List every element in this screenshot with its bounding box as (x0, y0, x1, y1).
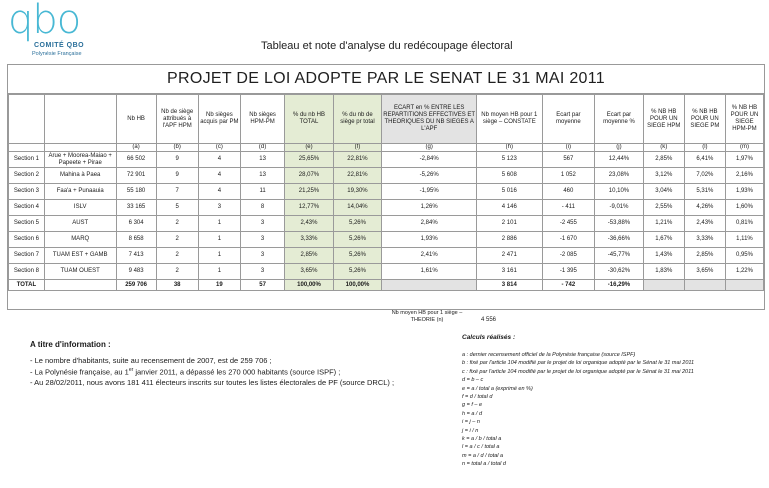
value-cell: 2,85% (684, 248, 725, 264)
value-cell: 3 (240, 216, 284, 232)
value-cell: 13 (240, 152, 284, 168)
calc-line: e = a / total a (exprimé en %) (462, 385, 533, 392)
header-cell: % NB HB POUR UN SIEGE PM (684, 95, 725, 144)
value-cell: -9,01% (595, 200, 644, 216)
value-cell: 55 180 (116, 184, 156, 200)
value-cell: 1,21% (643, 216, 684, 232)
code-cell: (j) (595, 144, 644, 152)
value-cell: 5 123 (477, 152, 542, 168)
value-cell: 3 (240, 232, 284, 248)
calc-line: d = b – c (462, 377, 484, 384)
value-cell: 4 146 (477, 200, 542, 216)
value-cell: 1,93% (382, 232, 477, 248)
section-cell: Section 8 (9, 264, 45, 280)
header-cell: Nb sièges HPM-PM (240, 95, 284, 144)
value-cell: 23,08% (595, 168, 644, 184)
table-banner: PROJET DE LOI ADOPTE PAR LE SENAT LE 31 MAI 2011 (8, 65, 764, 94)
value-cell: 2 101 (477, 216, 542, 232)
calc-line: n = total a / total d (462, 461, 506, 468)
theory-label: Nb moyen HB pour 1 siège – THEORIE (n) (391, 310, 463, 323)
calc-line: g = f – e (462, 402, 483, 409)
value-cell: 10,10% (595, 184, 644, 200)
value-cell: 567 (542, 152, 595, 168)
value-cell: 1 (198, 216, 240, 232)
district-cell: Arue + Moorea-Maiao + Papeete + Pirae (44, 152, 116, 168)
code-cell: (f) (333, 144, 382, 152)
code-cell: (m) (725, 144, 763, 152)
value-cell: 33 165 (116, 200, 156, 216)
total-cell (643, 280, 684, 291)
value-cell: 5,26% (333, 264, 382, 280)
header-cell (44, 95, 116, 144)
code-cell: (a) (116, 144, 156, 152)
value-cell: 2,85% (285, 248, 334, 264)
total-cell: TOTAL (9, 280, 45, 291)
logo-letters: qbo (8, 0, 81, 43)
theory-value: 4 556 (481, 317, 497, 323)
code-cell: (l) (684, 144, 725, 152)
value-cell: 1,97% (725, 152, 763, 168)
value-cell: -1 670 (542, 232, 595, 248)
value-cell: 66 502 (116, 152, 156, 168)
total-cell: -16,29% (595, 280, 644, 291)
calc-line: f = d / total d (462, 394, 493, 400)
header-cell (9, 95, 45, 144)
value-cell: 3,12% (643, 168, 684, 184)
value-cell: 5,31% (684, 184, 725, 200)
code-cell: (c) (198, 144, 240, 152)
total-cell (44, 280, 116, 291)
qbo-logo (8, 0, 100, 60)
value-cell: 0,95% (725, 248, 763, 264)
calc-line: b : fixé par l'article 104 modifié par le projet de loi organique adopté par le Sénat le 31 mai 2011 (462, 360, 695, 367)
total-cell: - 742 (542, 280, 595, 291)
value-cell: 4 (198, 168, 240, 184)
value-cell: 5,26% (333, 248, 382, 264)
value-cell: 1,93% (725, 184, 763, 200)
total-cell: 57 (240, 280, 284, 291)
value-cell: 3 (240, 264, 284, 280)
value-cell: 1,22% (725, 264, 763, 280)
section-cell: Section 7 (9, 248, 45, 264)
value-cell: 1,43% (643, 248, 684, 264)
value-cell: 3,65% (285, 264, 334, 280)
value-cell: 7 (156, 184, 198, 200)
value-cell: 5,26% (333, 232, 382, 248)
header-cell: Nb sièges acquis par PM (198, 95, 240, 144)
value-cell: 22,81% (333, 168, 382, 184)
value-cell: 21,25% (285, 184, 334, 200)
value-cell: 9 (156, 168, 198, 184)
total-cell: 259 706 (116, 280, 156, 291)
value-cell: 14,04% (333, 200, 382, 216)
code-cell: (d) (240, 144, 284, 152)
district-cell: ISLV (44, 200, 116, 216)
total-cell (684, 280, 725, 291)
code-cell (44, 144, 116, 152)
value-cell: -45,77% (595, 248, 644, 264)
value-cell: 11 (240, 184, 284, 200)
code-cell: (e) (285, 144, 334, 152)
value-cell: 3,33% (285, 232, 334, 248)
value-cell: 1,60% (725, 200, 763, 216)
total-cell: 100,00% (333, 280, 382, 291)
seat-distribution-table (8, 94, 764, 291)
value-cell: 0,81% (725, 216, 763, 232)
value-cell: 2 (156, 232, 198, 248)
value-cell: 2,43% (285, 216, 334, 232)
calc-line: m = a / d / total a (462, 452, 504, 459)
table-row (9, 168, 764, 184)
section-cell: Section 6 (9, 232, 45, 248)
value-cell: 72 901 (116, 168, 156, 184)
value-cell: 5 016 (477, 184, 542, 200)
code-cell: (b) (156, 144, 198, 152)
header-cell: Ecart par moyenne % (595, 95, 644, 144)
value-cell: 1,11% (725, 232, 763, 248)
district-cell: Faa'a + Punaauia (44, 184, 116, 200)
value-cell: 1,26% (382, 200, 477, 216)
value-cell: 1 (198, 264, 240, 280)
header-cell: Nb de siège attribués à l'APF HPM (156, 95, 198, 144)
value-cell: 460 (542, 184, 595, 200)
logo-tagline: Polynésie Française (32, 51, 82, 57)
value-cell: 2,43% (684, 216, 725, 232)
info-line-2: - La Polynésie française, au 1er janvier 2011, a dépassé les 270 000 habitants (source ISPF) ; (30, 367, 341, 377)
calc-title: Calculs réalisés : (462, 334, 516, 341)
table-row (9, 200, 764, 216)
total-cell (725, 280, 763, 291)
table-row (9, 264, 764, 280)
value-cell: 12,77% (285, 200, 334, 216)
value-cell: 3,04% (643, 184, 684, 200)
value-cell: 1,61% (382, 264, 477, 280)
value-cell: 3,65% (684, 264, 725, 280)
value-cell: 19,30% (333, 184, 382, 200)
calc-line: k = a / b / total a (462, 436, 502, 442)
header-cell: % du nb HB TOTAL (285, 95, 334, 144)
value-cell: 1,83% (643, 264, 684, 280)
code-cell (9, 144, 45, 152)
value-cell: 9 483 (116, 264, 156, 280)
value-cell: 1 (198, 248, 240, 264)
value-cell: 9 (156, 152, 198, 168)
section-cell: Section 1 (9, 152, 45, 168)
value-cell: 2 471 (477, 248, 542, 264)
code-cell: (h) (477, 144, 542, 152)
value-cell: 7 413 (116, 248, 156, 264)
value-cell: 5,26% (333, 216, 382, 232)
value-cell: 3 161 (477, 264, 542, 280)
header-cell: Ecart par moyenne (542, 95, 595, 144)
value-cell: 5 608 (477, 168, 542, 184)
value-cell: 12,44% (595, 152, 644, 168)
calc-line: a : dernier recensement officiel de la Polynésie française (source ISPF) (462, 352, 636, 358)
value-cell: 4 (198, 152, 240, 168)
value-cell: 3 (198, 200, 240, 216)
table-row (9, 184, 764, 200)
section-cell: Section 3 (9, 184, 45, 200)
header-cell: Nb moyen HB pour 1 siège – CONSTATE (477, 95, 542, 144)
header-cell: % NB HB POUR UN SIEGE HPM (643, 95, 684, 144)
table-row (9, 216, 764, 232)
header-cell: ECART en % ENTRE LES REPARTITIONS EFFECTIVES ET THEORIQUES DU NB SIEGES A L'APF (382, 95, 477, 144)
total-cell (382, 280, 477, 291)
value-cell: -5,26% (382, 168, 477, 184)
value-cell: 2,84% (382, 216, 477, 232)
value-cell: 2,85% (643, 152, 684, 168)
value-cell: 2,41% (382, 248, 477, 264)
value-cell: 1 (198, 232, 240, 248)
total-cell: 100,00% (285, 280, 334, 291)
value-cell: -36,66% (595, 232, 644, 248)
value-cell: 7,02% (684, 168, 725, 184)
value-cell: 6 304 (116, 216, 156, 232)
header-cell: % du nb de siège pr total (333, 95, 382, 144)
value-cell: - 411 (542, 200, 595, 216)
value-cell: -2,84% (382, 152, 477, 168)
value-cell: 22,81% (333, 152, 382, 168)
value-cell: -1,95% (382, 184, 477, 200)
total-cell: 38 (156, 280, 198, 291)
table-row (9, 248, 764, 264)
district-cell: TUAM OUEST (44, 264, 116, 280)
value-cell: 5 (156, 200, 198, 216)
code-cell: (g) (382, 144, 477, 152)
info-title: A titre d'information : (30, 340, 111, 349)
value-cell: 4,26% (684, 200, 725, 216)
value-cell: 3,33% (684, 232, 725, 248)
section-cell: Section 4 (9, 200, 45, 216)
value-cell: 1,67% (643, 232, 684, 248)
value-cell: 2,16% (725, 168, 763, 184)
table-row (9, 152, 764, 168)
value-cell: 2 (156, 248, 198, 264)
value-cell: 8 (240, 200, 284, 216)
value-cell: 1 052 (542, 168, 595, 184)
code-cell: (i) (542, 144, 595, 152)
value-cell: 8 658 (116, 232, 156, 248)
value-cell: 2 886 (477, 232, 542, 248)
value-cell: -30,62% (595, 264, 644, 280)
value-cell: -1 395 (542, 264, 595, 280)
value-cell: 2 (156, 264, 198, 280)
total-row (9, 280, 764, 291)
value-cell: 4 (198, 184, 240, 200)
value-cell: 2 (156, 216, 198, 232)
district-cell: Mahina à Paea (44, 168, 116, 184)
value-cell: -53,88% (595, 216, 644, 232)
calc-line: h = a / d (462, 410, 483, 417)
section-cell: Section 2 (9, 168, 45, 184)
calc-line: c : fixé par l'article 104 modifié par le projet de loi organique adopté par le Sénat le 31 mai 2011 (462, 368, 694, 375)
info-line-3: - Au 28/02/2011, nous avons 181 411 électeurs inscrits sur toutes les listes électorales de PF (source DRCL) ; (30, 378, 395, 387)
district-cell: MARQ (44, 232, 116, 248)
document-title: Tableau et note d'analyse du redécoupage électoral (261, 40, 513, 52)
calc-line: j = i / n (462, 427, 479, 434)
logo-name: COMITÉ QBO (34, 42, 85, 49)
code-cell: (k) (643, 144, 684, 152)
header-cell: Nb HB (116, 95, 156, 144)
calc-line: i = j – n (462, 419, 480, 426)
value-cell: 2,55% (643, 200, 684, 216)
value-cell: 25,65% (285, 152, 334, 168)
value-cell: -2 085 (542, 248, 595, 264)
value-cell: 13 (240, 168, 284, 184)
value-cell: 28,07% (285, 168, 334, 184)
value-cell: 3 (240, 248, 284, 264)
section-cell: Section 5 (9, 216, 45, 232)
info-line-1: - Le nombre d'habitants, suite au recensement de 2007, est de 259 706 ; (30, 356, 272, 365)
total-cell: 19 (198, 280, 240, 291)
value-cell: 6,41% (684, 152, 725, 168)
district-cell: AUST (44, 216, 116, 232)
value-cell: -2 455 (542, 216, 595, 232)
total-cell: 3 814 (477, 280, 542, 291)
calc-line: l = a / c / total a (462, 444, 500, 451)
table-row (9, 232, 764, 248)
header-cell: % NB HB POUR UN SIEGE HPM-PM (725, 95, 763, 144)
district-cell: TUAM EST + GAMB (44, 248, 116, 264)
